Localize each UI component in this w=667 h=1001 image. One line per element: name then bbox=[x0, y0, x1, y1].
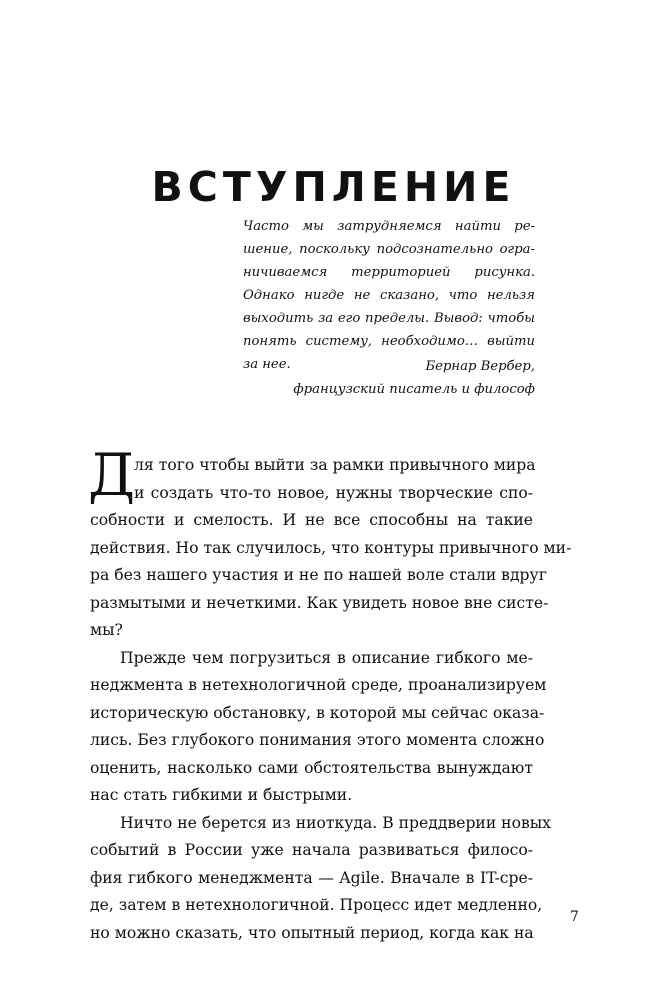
epigraph-line: Однако нигде не сказано, что нельзя bbox=[243, 288, 535, 303]
drop-cap: Д bbox=[88, 441, 136, 509]
epigraph-line: за нее. bbox=[243, 357, 291, 372]
chapter-heading: ВСТУПЛЕНИЕ bbox=[151, 163, 516, 211]
text-line: размытыми и нечеткими. Как увидеть новое вне систе- bbox=[90, 593, 549, 612]
text-line: но можно сказать, что опытный период, когда как на bbox=[90, 923, 534, 942]
body-text bbox=[90, 452, 572, 947]
epigraph-line: шение, поскольку подсознательно огра- bbox=[243, 242, 535, 257]
text-line: событий в России уже начала развиваться филосо- bbox=[90, 841, 533, 859]
text-line: Ничто не берется из ниоткуда. В преддверии новых bbox=[120, 813, 551, 832]
text-line: ра без нашего участия и не по нашей воле стали вдруг bbox=[90, 566, 547, 584]
text-line: фия гибкого менеджмента — Agile. Вначале в IT-сре- bbox=[90, 868, 533, 887]
text-line: действия. Но так случилось, что контуры привычного ми- bbox=[90, 538, 572, 557]
text-line: лись. Без глубокого понимания этого момента сложно bbox=[90, 731, 545, 749]
text-line: де, затем в нетехнологичной. Процесс идет медленно, bbox=[90, 896, 543, 914]
epigraph-author-description: французский писатель и философ bbox=[293, 382, 535, 397]
epigraph-line: Часто мы затрудняемся найти ре- bbox=[243, 219, 535, 234]
epigraph-line: выходить за его пределы. Вывод: чтобы bbox=[243, 311, 535, 326]
text-line: и создать что-то новое, нужны творческие спо- bbox=[134, 483, 533, 502]
epigraph-line: ничиваемся территорией рисунка. bbox=[243, 265, 535, 280]
text-line: оценить, насколько сами обстоятельства вынуждают bbox=[90, 758, 533, 777]
epigraph bbox=[243, 215, 535, 376]
text-line: ля того чтобы выйти за рамки привычного мира bbox=[134, 456, 536, 474]
text-line: мы? bbox=[90, 621, 123, 639]
text-line: собности и смелость. И не все способны на такие bbox=[90, 511, 533, 529]
text-line: историческую обстановку, в которой мы сейчас оказа- bbox=[90, 703, 545, 722]
text-line: нас стать гибкими и быстрыми. bbox=[90, 786, 353, 804]
epigraph-attribution bbox=[293, 355, 535, 401]
epigraph-author: Бернар Вербер, bbox=[425, 359, 535, 374]
page-number: 7 bbox=[570, 909, 579, 925]
text-line: Прежде чем погрузиться в описание гибкого ме- bbox=[120, 648, 533, 667]
text-line: неджмента в нетехнологичной среде, проанализируем bbox=[90, 676, 547, 694]
epigraph-line: понять систему, необходимо… выйти bbox=[243, 334, 535, 349]
